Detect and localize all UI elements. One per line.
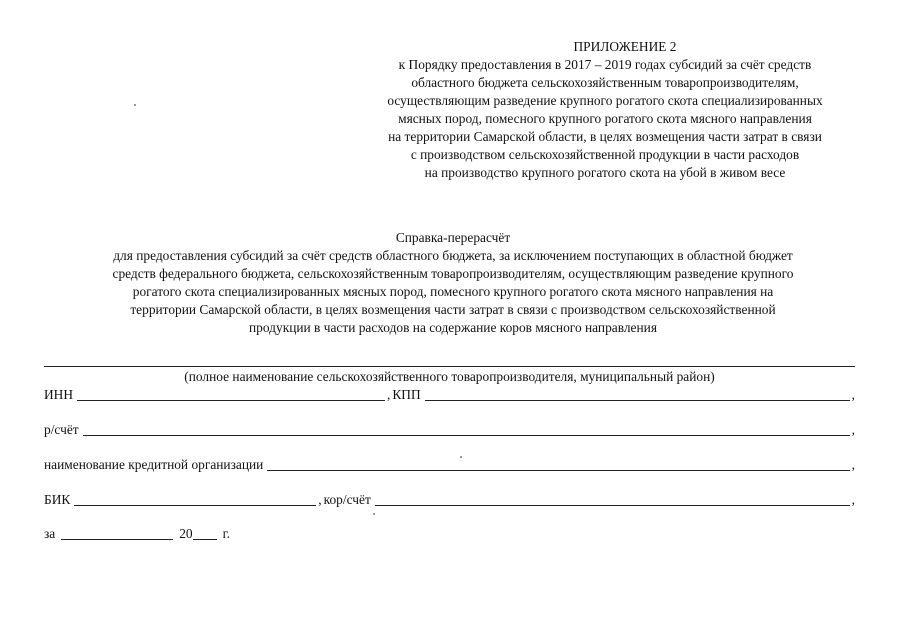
inn-label: ИНН <box>44 387 74 402</box>
document-subtitle-line: для предоставления субсидий за счёт средств областного бюджета, за исключением поступающих в областной бюджет <box>113 248 793 263</box>
scan-speck <box>134 104 136 106</box>
year-prefix: 20 <box>179 526 193 541</box>
document-subtitle-line: продукции в части расходов на содержание коров мясного направления <box>249 320 657 335</box>
year-field[interactable] <box>193 526 217 540</box>
document-subtitle-line: рогатого скота специализированных мясных пород, помесного крупного рогатого скота мясного направления на <box>132 284 774 299</box>
comma: , <box>387 387 391 402</box>
bank-row <box>44 455 857 473</box>
document-subtitle-line: средств федерального бюджета, сельскохозяйственным товаропроизводителям, осуществляющим разведение крупного <box>112 266 794 281</box>
inn-field[interactable] <box>77 387 385 401</box>
bank-label: наименование кредитной организации <box>44 457 264 472</box>
appendix-line: областного бюджета сельскохозяйственным товаропроизводителям, <box>411 75 799 90</box>
document-title: Справка-перерасчёт <box>395 230 511 245</box>
bik-field[interactable] <box>74 492 316 506</box>
year-suffix: г. <box>222 526 230 541</box>
bik-label: БИК <box>44 492 71 507</box>
comma: , <box>318 492 322 507</box>
account-label: р/счёт <box>44 422 79 437</box>
corr-account-label: кор/счёт <box>323 492 371 507</box>
kpp-label: КПП <box>392 387 421 402</box>
appendix-block <box>340 38 870 182</box>
appendix-line: на территории Самарской области, в целях возмещения части затрат в связи <box>388 129 822 144</box>
appendix-line: на производство крупного рогатого скота на убой в живом весе <box>424 165 786 180</box>
corr-account-field[interactable] <box>375 492 850 506</box>
bank-field[interactable] <box>267 457 849 471</box>
document-subtitle-line: территории Самарской области, в целях возмещения части затрат в связи с производством сельскохозяйственной <box>130 302 776 317</box>
document-heading <box>30 229 876 337</box>
period-row <box>44 524 234 542</box>
producer-name-field[interactable] <box>44 366 855 367</box>
comma: , <box>851 492 855 507</box>
kpp-field[interactable] <box>425 387 850 401</box>
period-prefix: за <box>44 526 56 541</box>
scan-speck <box>373 513 375 515</box>
bik-corr-row <box>44 490 857 508</box>
appendix-line: осуществляющим разведение крупного рогатого скота специализированных <box>387 93 823 108</box>
producer-name-caption: (полное наименование сельскохозяйственного товаропроизводителя, муниципальный район) <box>184 369 715 384</box>
comma: , <box>851 422 855 437</box>
comma: , <box>851 457 855 472</box>
appendix-line: с производством сельскохозяйственной продукции в части расходов <box>410 147 800 162</box>
scan-speck <box>460 456 462 458</box>
appendix-title: ПРИЛОЖЕНИЕ 2 <box>573 39 677 54</box>
appendix-line: к Порядку предоставления в 2017 – 2019 годах субсидий за счёт средств <box>398 57 812 72</box>
comma: , <box>851 387 855 402</box>
account-field[interactable] <box>83 422 850 436</box>
appendix-line: мясных пород, помесного крупного рогатого скота мясного направления <box>398 111 812 126</box>
inn-kpp-row <box>44 385 857 403</box>
account-row <box>44 420 857 438</box>
period-field[interactable] <box>61 526 173 540</box>
